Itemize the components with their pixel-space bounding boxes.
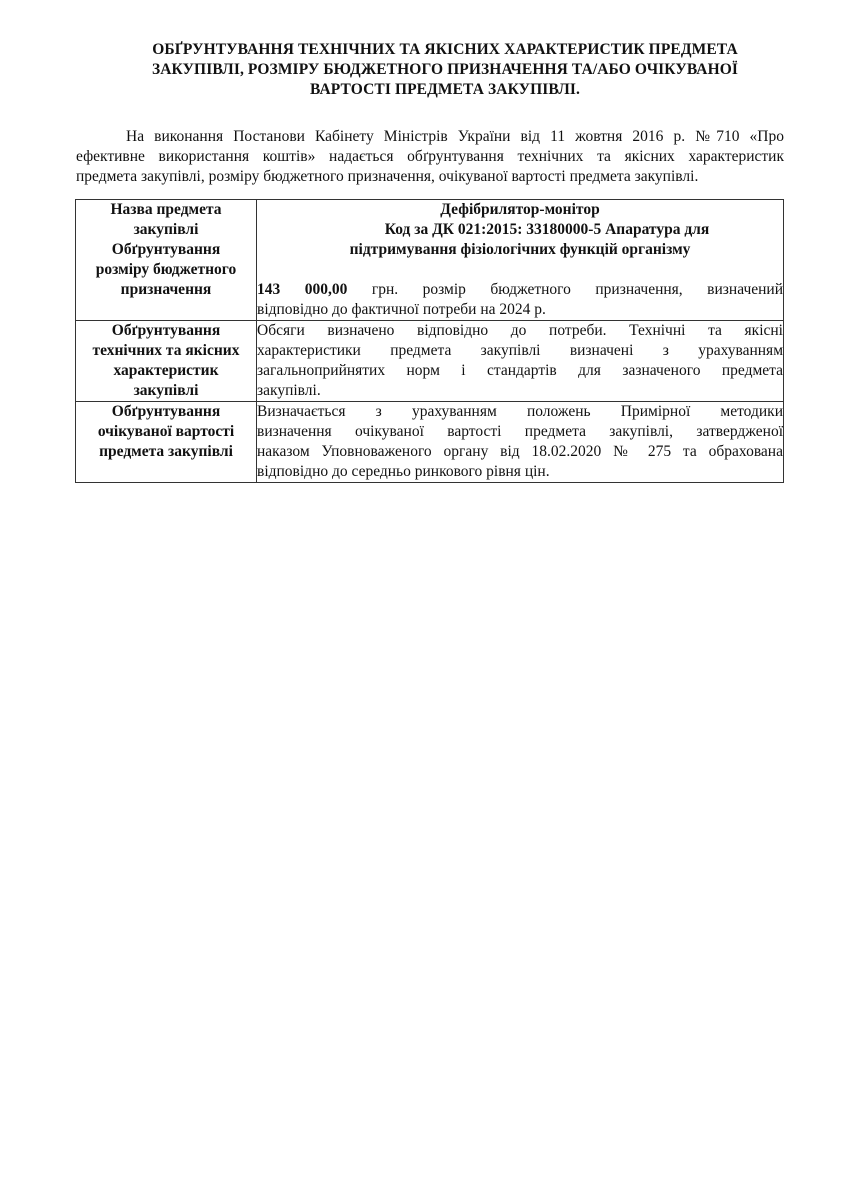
row3-label-line: Обґрунтування	[111, 403, 221, 420]
item-code-line-2: підтримування фізіологічних функцій організму	[349, 241, 691, 258]
row1-label-cell	[76, 200, 257, 321]
row2-label-line: технічних та якісних	[92, 342, 240, 359]
intro-line-3: предмета закупівлі, розміру бюджетного призначення, очікуваної вартості предмета закупівлі.	[76, 168, 699, 185]
row1-label-line: призначення	[120, 281, 212, 298]
row3-text-line: відповідно до середньо ринкового рівня цін.	[257, 463, 550, 480]
row2-text-line: Обсяги визначено відповідно до потреби. Технічні та якісні	[257, 322, 783, 339]
row1-value-cell	[257, 200, 784, 321]
spacer	[257, 260, 783, 280]
row3-value-cell	[257, 402, 784, 483]
row2-label-line: Обґрунтування	[111, 322, 221, 339]
row1-label-line: Назва предмета	[110, 201, 222, 218]
budget-line-2: відповідно до фактичної потреби на 2024 р.	[257, 301, 546, 318]
budget-text-1: грн. розмір бюджетного призначення, визначений	[347, 281, 784, 298]
table-row	[76, 200, 784, 321]
intro-line-1: На виконання Постанови Кабінету Міністрів України від 11 жовтня 2016 р. №710 «Про	[126, 128, 784, 145]
row2-text-line: загальноприйнятих норм і стандартів для зазначеного предмета	[257, 362, 783, 379]
row1-label-line: закупівлі	[133, 221, 199, 238]
table-row	[76, 402, 784, 483]
row1-label-line: розміру бюджетного	[95, 261, 237, 278]
budget-line-1	[257, 280, 783, 300]
row1-label-line: Обґрунтування	[111, 241, 221, 258]
item-title-block	[257, 200, 783, 260]
row3-text-line: Визначається з урахуванням положень Примірної методики	[257, 403, 783, 420]
title-line-3: ВАРТОСТІ ПРЕДМЕТА ЗАКУПІВЛІ.	[310, 81, 580, 98]
row3-text-line: наказом Уповноваженого органу від 18.02.2020 № 275 та обрахована	[257, 443, 783, 460]
row2-label-cell	[76, 321, 257, 402]
row3-text-line: визначення очікуваної вартості предмета закупівлі, затвердженої	[257, 423, 783, 440]
row2-text-line: характеристики предмета закупівлі визначені з урахуванням	[257, 342, 783, 359]
item-name: Дефібрилятор-монітор	[440, 201, 600, 218]
row2-label-line: характеристик	[113, 362, 219, 379]
intro-paragraph	[76, 127, 784, 187]
table-row	[76, 321, 784, 402]
row3-label-line: предмета закупівлі	[99, 443, 233, 460]
row3-label-line: очікуваної вартості	[97, 423, 235, 440]
budget-amount: 143 000,00	[257, 281, 348, 298]
intro-line-2: ефективне використання коштів» надається обґрунтування технічних та якісних характеристик	[76, 148, 784, 165]
title-line-1: ОБҐРУНТУВАННЯ ТЕХНІЧНИХ ТА ЯКІСНИХ ХАРАКТЕРИСТИК ПРЕДМЕТА	[152, 41, 738, 58]
item-code-line-1: Код за ДК 021:2015: 33180000-5 Апаратура для	[384, 221, 710, 238]
document-title	[100, 40, 790, 100]
title-line-2: ЗАКУПІВЛІ, РОЗМІРУ БЮДЖЕТНОГО ПРИЗНАЧЕННЯ ТА/АБО ОЧІКУВАНОЇ	[151, 61, 739, 78]
row3-label-cell	[76, 402, 257, 483]
row2-label-line: закупівлі	[133, 382, 199, 399]
justification-table	[75, 199, 784, 483]
row2-text-line: закупівлі.	[257, 382, 321, 399]
row2-value-cell	[257, 321, 784, 402]
